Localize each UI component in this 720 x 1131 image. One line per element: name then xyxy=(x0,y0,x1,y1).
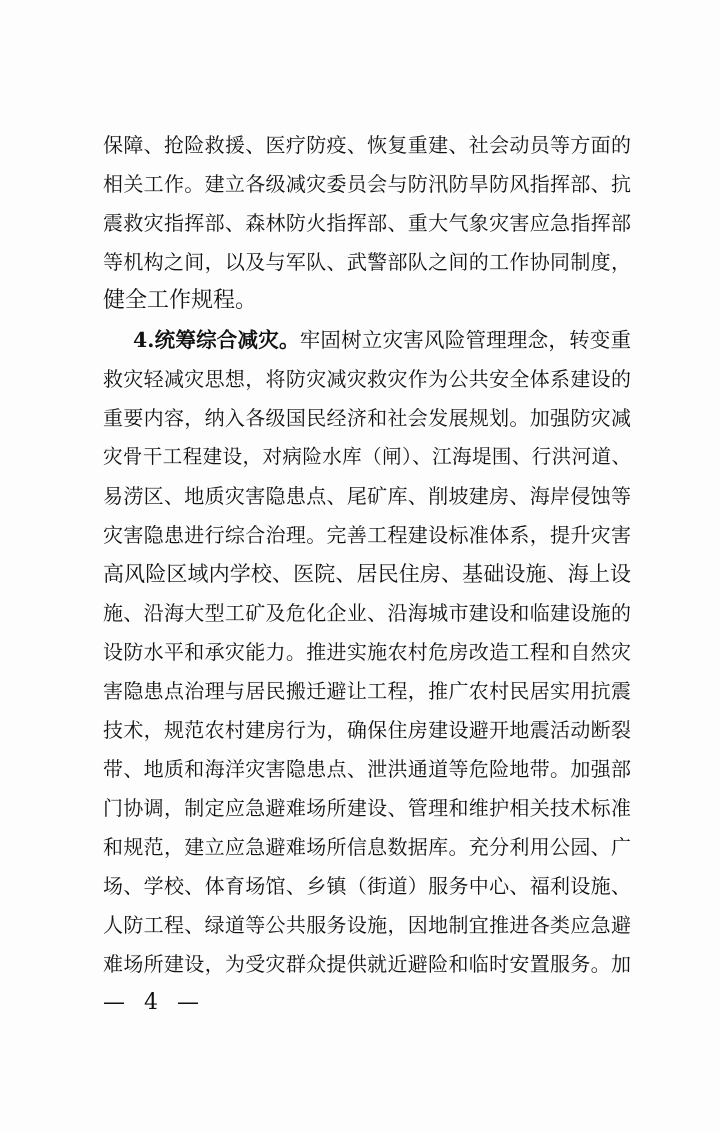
paragraph-line: 灾害隐患进行综合治理。完善工程建设标准体系，提升灾害 xyxy=(103,523,631,547)
page-number: — 4 — xyxy=(103,990,205,1015)
paragraph-line: 相关工作。建立各级减灾委员会与防汛防旱防风指挥部、抗 xyxy=(103,172,631,196)
paragraph-line: 保障、抢险救援、医疗防疫、恢复重建、社会动员等方面的 xyxy=(103,133,631,157)
paragraph-line: 和规范，建立应急避难场所信息数据库。充分利用公园、广 xyxy=(103,835,631,859)
paragraph-line: 灾骨干工程建设，对病险水库（闸）、江海堤围、行洪河道、 xyxy=(103,445,631,468)
paragraph-line: 场、学校、体育场馆、乡镇（街道）服务中心、福利设施、 xyxy=(103,874,631,898)
section-first-line-text: 牢固树立灾害风险管理理念，转变重 xyxy=(299,328,631,352)
paragraph-line: 技术，规范农村建房行为，确保住房建设避开地震活动断裂 xyxy=(103,718,631,742)
paragraph-line: 健全工作规程。 xyxy=(103,288,258,313)
paragraph-line: 震救灾指挥部、森林防火指挥部、重大气象灾害应急指挥部 xyxy=(103,211,631,235)
paragraph-line: 等机构之间，以及与军队、武警部队之间的工作协同制度， xyxy=(103,250,631,274)
paragraph-line: 重要内容，纳入各级国民经济和社会发展规划。加强防灾减 xyxy=(103,406,631,430)
paragraph-line: 难场所建设，为受灾群众提供就近避险和临时安置服务。加 xyxy=(103,952,631,976)
paragraph-line: 害隐患点治理与居民搬迁避让工程，推广农村民居实用抗震 xyxy=(103,679,631,703)
paragraph-line: 设防水平和承灾能力。推进实施农村危房改造工程和自然灾 xyxy=(103,640,631,664)
section-heading: 4.统筹综合减灾。 xyxy=(133,328,300,352)
paragraph-line: 施、沿海大型工矿及危化企业、沿海城市建设和临建设施的 xyxy=(103,601,631,625)
paragraph-line: 门协调，制定应急避难场所建设、管理和维护相关技术标准 xyxy=(103,796,631,820)
paragraph-line: 人防工程、绿道等公共服务设施，因地制宜推进各类应急避 xyxy=(103,913,631,937)
paragraph-line: 带、地质和海洋灾害隐患点、泄洪通道等危险地带。加强部 xyxy=(103,757,631,781)
paragraph-line: 易涝区、地质灾害隐患点、尾矿库、削坡建房、海岸侵蚀等 xyxy=(103,484,631,508)
paragraph-line: 救灾轻减灾思想，将防灾减灾救灾作为公共安全体系建设的 xyxy=(103,367,631,391)
paragraph-line: 高风险区域内学校、医院、居民住房、基础设施、海上设 xyxy=(103,562,631,586)
section-first-line xyxy=(133,323,631,357)
